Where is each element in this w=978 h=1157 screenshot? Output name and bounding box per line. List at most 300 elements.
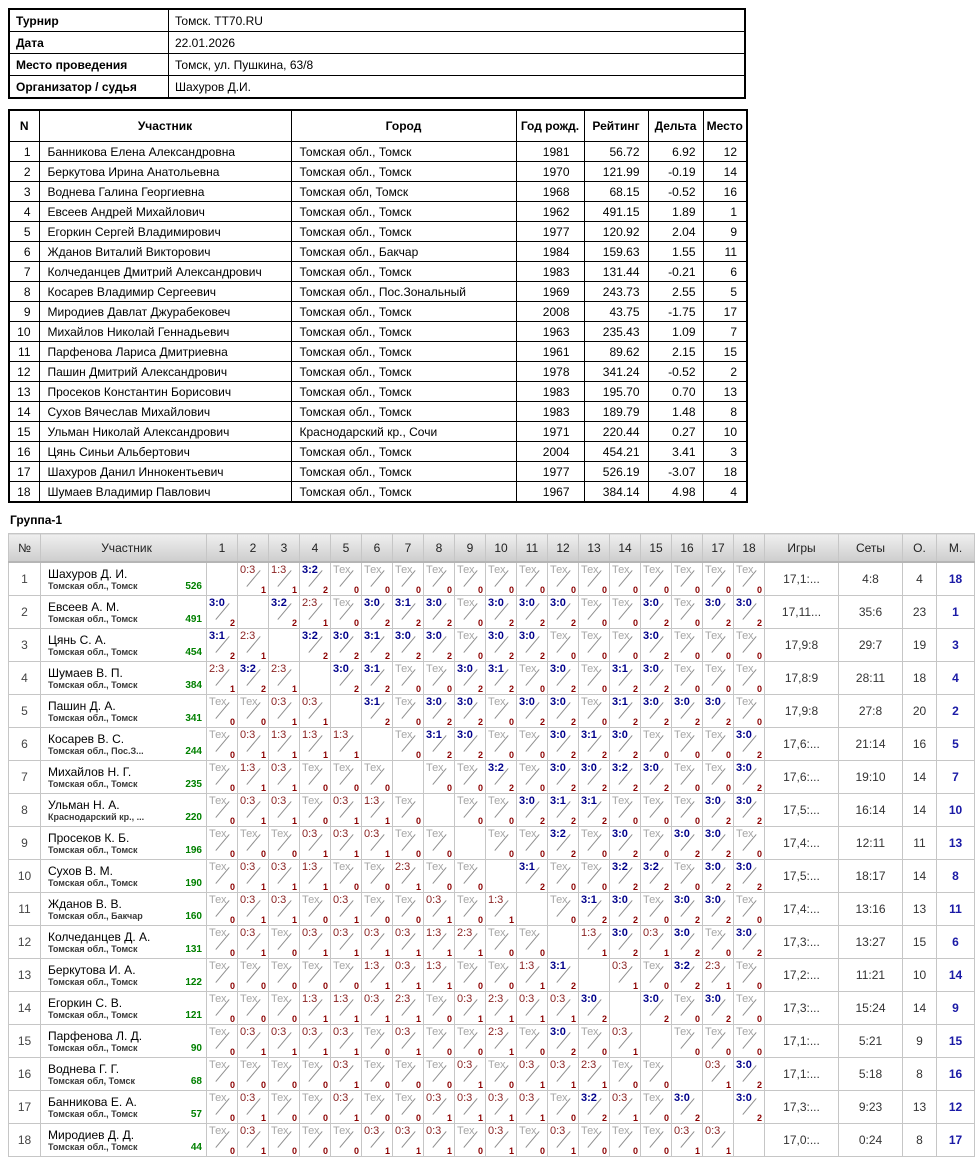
result-cell: [641, 992, 672, 1025]
group-col-header-points: О.: [903, 534, 937, 563]
group-player-cell: [41, 596, 207, 629]
info-label: Турнир: [9, 9, 169, 32]
place-cell: 14: [703, 162, 747, 182]
match-points: 0: [632, 651, 638, 661]
group-player-subline: [48, 680, 202, 691]
match-score: Тех: [457, 597, 475, 609]
place-cell: 13: [703, 382, 747, 402]
row-number-cell: 3: [9, 182, 39, 202]
match-points: 0: [725, 684, 731, 694]
match-score: Тех: [488, 696, 506, 708]
match-points: 1: [632, 1047, 638, 1057]
sets-cell: 4:8: [839, 562, 903, 596]
match-score: Тех: [457, 630, 475, 642]
match-score: 0:3: [519, 1059, 535, 1071]
group-player-cell: [41, 893, 207, 926]
match-points: 2: [756, 750, 762, 760]
match-score: Тех: [209, 1059, 227, 1071]
group-player-subline: [48, 779, 202, 790]
group-row-number: 2: [9, 596, 41, 629]
match-score: Тех: [643, 729, 661, 741]
group-player-name: Пашин Д. А.: [48, 698, 116, 713]
match-points: 2: [384, 618, 390, 628]
match-points: 0: [663, 1146, 669, 1156]
result-cell: [703, 728, 734, 761]
result-cell: [486, 662, 517, 695]
participant-name-cell: Просеков Константин Борисович: [39, 382, 291, 402]
participants-col-header: Дельта: [648, 110, 703, 142]
result-cell: [610, 728, 641, 761]
group-row: [9, 695, 975, 728]
result-cell: [300, 992, 331, 1025]
match-score: 3:0: [333, 663, 349, 675]
place-cell: 8: [703, 402, 747, 422]
result-cell: [610, 1025, 641, 1058]
birth-year-cell: 2008: [516, 302, 584, 322]
match-score: 0:3: [333, 1026, 349, 1038]
match-score: Тех: [271, 927, 289, 939]
result-cell: [703, 662, 734, 695]
match-score: 3:0: [550, 729, 566, 741]
match-score: Тех: [426, 564, 444, 576]
match-score: 3:0: [736, 861, 752, 873]
match-score: Тех: [674, 564, 692, 576]
participant-row: [9, 322, 747, 342]
match-points: 0: [663, 981, 669, 991]
result-cell: [486, 629, 517, 662]
match-points: 0: [291, 1113, 297, 1123]
group-row: [9, 926, 975, 959]
match-points: 1: [415, 948, 421, 958]
match-score: 1:3: [364, 960, 380, 972]
result-cell: [517, 629, 548, 662]
result-cell: [362, 992, 393, 1025]
match-score: 3:0: [488, 630, 504, 642]
match-score: 3:1: [612, 663, 628, 675]
result-cell: [486, 794, 517, 827]
group-player-name: Цянь С. А.: [48, 632, 107, 647]
group-row: [9, 662, 975, 695]
match-points: 2: [632, 717, 638, 727]
group-col-header-opponent: 2: [238, 534, 269, 563]
match-score: 3:2: [581, 1092, 597, 1104]
match-score: 0:3: [240, 927, 256, 939]
match-score: 0:3: [705, 1059, 721, 1071]
match-points: 0: [229, 915, 235, 925]
group-row: [9, 1025, 975, 1058]
match-points: 0: [601, 1047, 607, 1057]
info-row: [9, 76, 745, 99]
result-cell: [207, 761, 238, 794]
delta-cell: -0.21: [648, 262, 703, 282]
group-row-number: 17: [9, 1091, 41, 1124]
match-score: 3:0: [674, 894, 690, 906]
match-score: 0:3: [240, 1092, 256, 1104]
match-score: 3:0: [488, 597, 504, 609]
result-cell: [424, 662, 455, 695]
match-points: 0: [756, 915, 762, 925]
result-cell: [641, 860, 672, 893]
row-number-cell: 18: [9, 482, 39, 503]
match-points: 2: [322, 585, 328, 595]
group-player-name: Колчеданцев Д. А.: [48, 929, 151, 944]
match-score: Тех: [581, 564, 599, 576]
group-player-name: Сухов В. М.: [48, 863, 113, 878]
group-col-header-sets: Сеты: [839, 534, 903, 563]
group-row-number: 18: [9, 1124, 41, 1157]
match-score: Тех: [209, 828, 227, 840]
match-score: 3:0: [736, 1092, 752, 1104]
group-col-header-opponent: 9: [455, 534, 486, 563]
result-cell: [641, 761, 672, 794]
match-points: 1: [260, 585, 266, 595]
result-cell: [672, 959, 703, 992]
result-cell: [455, 761, 486, 794]
result-cell: [579, 860, 610, 893]
result-cell: [641, 596, 672, 629]
self-cell: [269, 629, 300, 662]
match-score: Тех: [705, 663, 723, 675]
result-cell: [455, 893, 486, 926]
match-score: Тех: [643, 795, 661, 807]
result-cell: [269, 562, 300, 596]
group-col-header-opponent: 7: [393, 534, 424, 563]
rating-cell: 43.75: [584, 302, 648, 322]
group-player-cell: [41, 695, 207, 728]
match-points: 0: [539, 684, 545, 694]
match-score: Тех: [240, 960, 258, 972]
match-score: 0:3: [612, 1092, 628, 1104]
result-cell: [424, 562, 455, 596]
match-score: 3:0: [643, 630, 659, 642]
match-score: 0:3: [395, 960, 411, 972]
participant-row: [9, 422, 747, 442]
result-cell: [517, 1124, 548, 1157]
match-score: Тех: [643, 564, 661, 576]
result-cell: [300, 959, 331, 992]
match-score: 3:0: [705, 894, 721, 906]
match-score: Тех: [333, 762, 351, 774]
sets-cell: 13:27: [839, 926, 903, 959]
match-score: 3:2: [612, 861, 628, 873]
result-cell: [238, 1124, 269, 1157]
match-points: 0: [632, 1080, 638, 1090]
place-cell: 18: [703, 462, 747, 482]
participant-name-cell: Косарев Владимир Сергеевич: [39, 282, 291, 302]
row-number-cell: 13: [9, 382, 39, 402]
match-points: 2: [725, 915, 731, 925]
result-cell: [486, 926, 517, 959]
rating-cell: 121.99: [584, 162, 648, 182]
group-col-header-opponent: 10: [486, 534, 517, 563]
match-score: Тех: [364, 861, 382, 873]
result-cell: [393, 728, 424, 761]
match-score: Тех: [395, 894, 413, 906]
match-score: Тех: [674, 663, 692, 675]
result-cell: [486, 562, 517, 596]
group-row: [9, 992, 975, 1025]
match-score: Тех: [674, 729, 692, 741]
result-cell: [579, 827, 610, 860]
group-col-header-opponent: 13: [579, 534, 610, 563]
match-score: 0:3: [705, 1125, 721, 1137]
match-score: 0:3: [333, 1092, 349, 1104]
result-cell: [393, 562, 424, 596]
result-cell: [610, 893, 641, 926]
games-cell: 17,9:8: [765, 629, 839, 662]
match-score: 3:0: [736, 729, 752, 741]
birth-year-cell: 1983: [516, 262, 584, 282]
match-points: 0: [601, 882, 607, 892]
result-cell: [641, 629, 672, 662]
group-row-number: 11: [9, 893, 41, 926]
match-points: 2: [477, 684, 483, 694]
result-cell: [393, 1025, 424, 1058]
result-cell: [455, 629, 486, 662]
match-score: 0:3: [240, 894, 256, 906]
match-points: 2: [694, 1113, 700, 1123]
match-score: Тех: [581, 1026, 599, 1038]
group-player-subline: [48, 713, 202, 724]
match-points: 0: [508, 948, 514, 958]
result-cell: [300, 1091, 331, 1124]
match-score: 0:3: [333, 828, 349, 840]
result-cell: [641, 695, 672, 728]
result-cell: [548, 1124, 579, 1157]
match-points: 0: [694, 783, 700, 793]
games-cell: 17,5:...: [765, 794, 839, 827]
result-cell: [517, 926, 548, 959]
group-player-region: Томская обл., Томск: [48, 1042, 138, 1053]
row-number-cell: 1: [9, 142, 39, 162]
match-score: 3:0: [550, 1026, 566, 1038]
place-cell: 17: [937, 1124, 975, 1157]
match-score: 0:3: [364, 993, 380, 1005]
match-points: 0: [601, 1146, 607, 1156]
rating-cell: 120.92: [584, 222, 648, 242]
result-cell: [300, 926, 331, 959]
match-points: 0: [601, 618, 607, 628]
match-points: 1: [663, 948, 669, 958]
result-cell: [269, 926, 300, 959]
result-cell: [455, 695, 486, 728]
group-player-name: Парфенова Л. Д.: [48, 1028, 143, 1043]
match-points: 0: [570, 915, 576, 925]
place-cell: 13: [937, 827, 975, 860]
match-score: Тех: [209, 861, 227, 873]
match-points: 0: [663, 915, 669, 925]
match-points: 0: [322, 981, 328, 991]
match-points: 0: [694, 651, 700, 661]
place-cell: 3: [937, 629, 975, 662]
match-score: 3:1: [519, 861, 535, 873]
birth-year-cell: 1971: [516, 422, 584, 442]
match-score: Тех: [302, 795, 320, 807]
match-points: 2: [725, 849, 731, 859]
result-cell: [331, 761, 362, 794]
result-cell: [362, 860, 393, 893]
match-points: 0: [415, 750, 421, 760]
result-cell: [703, 992, 734, 1025]
group-player-region: Томская обл., Томск: [48, 877, 138, 888]
match-points: 0: [260, 1080, 266, 1090]
city-cell: Краснодарский кр., Сочи: [291, 422, 516, 442]
group-player-name: Воднева Г. Г.: [48, 1061, 120, 1076]
result-cell: [238, 629, 269, 662]
match-points: 2: [725, 816, 731, 826]
group-player-region: Томская обл., Томск: [48, 580, 138, 591]
match-score: Тех: [705, 927, 723, 939]
match-points: 0: [477, 618, 483, 628]
result-cell: [579, 662, 610, 695]
result-cell: [517, 794, 548, 827]
row-number-cell: 9: [9, 302, 39, 322]
group-player-region: Томская обл., Томск: [48, 943, 138, 954]
row-number-cell: 12: [9, 362, 39, 382]
result-cell: [424, 1058, 455, 1091]
group-player-region: Томская обл., Томск: [48, 1108, 138, 1119]
group-player-rating: 235: [185, 778, 202, 790]
result-cell: [331, 728, 362, 761]
delta-cell: 1.48: [648, 402, 703, 422]
match-score: 3:1: [581, 795, 597, 807]
games-cell: 17,3:...: [765, 1091, 839, 1124]
match-points: 2: [477, 717, 483, 727]
match-points: 1: [322, 717, 328, 727]
group-player-subline: [48, 977, 202, 988]
result-cell: [269, 893, 300, 926]
match-points: 1: [694, 1146, 700, 1156]
match-score: Тех: [302, 1092, 320, 1104]
result-cell: [455, 860, 486, 893]
match-points: 0: [601, 849, 607, 859]
match-score: 0:3: [333, 795, 349, 807]
match-points: 0: [725, 783, 731, 793]
result-cell: [269, 1091, 300, 1124]
result-cell: [455, 728, 486, 761]
result-cell: [517, 728, 548, 761]
match-points: 0: [322, 1080, 328, 1090]
self-cell: [331, 695, 362, 728]
match-score: Тех: [674, 993, 692, 1005]
result-cell: [424, 1091, 455, 1124]
result-cell: [734, 794, 765, 827]
match-score: Тех: [457, 564, 475, 576]
match-points: 2: [570, 717, 576, 727]
match-points: 0: [229, 849, 235, 859]
result-cell: [734, 629, 765, 662]
games-cell: 17,11...: [765, 596, 839, 629]
match-points: 1: [415, 981, 421, 991]
match-score: 3:1: [426, 729, 442, 741]
match-score: Тех: [736, 993, 754, 1005]
city-cell: Томская обл., Бакчар: [291, 242, 516, 262]
match-points: 1: [322, 882, 328, 892]
result-cell: [610, 1058, 641, 1091]
result-cell: [517, 1091, 548, 1124]
group-col-header-opponent: 14: [610, 534, 641, 563]
result-cell: [486, 695, 517, 728]
city-cell: Томская обл., Томск: [291, 442, 516, 462]
match-points: 2: [539, 717, 545, 727]
match-points: 2: [229, 651, 235, 661]
match-points: 1: [353, 948, 359, 958]
match-points: 2: [756, 816, 762, 826]
result-cell: [734, 926, 765, 959]
group-player-subline: [48, 878, 202, 889]
match-points: 0: [601, 717, 607, 727]
group-row: [9, 562, 975, 596]
match-points: 0: [384, 915, 390, 925]
match-points: 0: [663, 1080, 669, 1090]
result-cell: [424, 893, 455, 926]
match-points: 1: [260, 651, 266, 661]
points-cell: 10: [903, 959, 937, 992]
match-score: Тех: [302, 1125, 320, 1137]
group-player-rating: 121: [185, 1009, 202, 1021]
self-cell: [455, 827, 486, 860]
group-row: [9, 794, 975, 827]
match-score: Тех: [457, 861, 475, 873]
birth-year-cell: 1970: [516, 162, 584, 182]
match-points: 0: [694, 618, 700, 628]
match-score: 3:0: [736, 597, 752, 609]
match-score: 3:0: [705, 861, 721, 873]
match-points: 0: [477, 882, 483, 892]
group-col-header-opponent: 4: [300, 534, 331, 563]
participants-col-header: Место: [703, 110, 747, 142]
group-player-subline: [48, 845, 202, 856]
match-score: 1:3: [519, 960, 535, 972]
match-points: 2: [663, 717, 669, 727]
result-cell: [238, 1058, 269, 1091]
delta-cell: -0.52: [648, 182, 703, 202]
sets-cell: 28:11: [839, 662, 903, 695]
match-score: 3:0: [612, 828, 628, 840]
match-points: 0: [229, 1080, 235, 1090]
match-points: 1: [384, 1014, 390, 1024]
match-score: Тех: [302, 1059, 320, 1071]
result-cell: [331, 893, 362, 926]
result-cell: [393, 992, 424, 1025]
result-cell: [610, 1091, 641, 1124]
result-cell: [424, 926, 455, 959]
result-cell: [207, 596, 238, 629]
result-cell: [734, 761, 765, 794]
match-points: 0: [477, 816, 483, 826]
match-points: 0: [539, 1047, 545, 1057]
match-score: Тех: [302, 894, 320, 906]
result-cell: [703, 1058, 734, 1091]
result-cell: [641, 1091, 672, 1124]
match-score: 3:0: [457, 729, 473, 741]
match-score: Тех: [581, 861, 599, 873]
delta-cell: 4.98: [648, 482, 703, 503]
match-points: 2: [384, 717, 390, 727]
sets-cell: 5:18: [839, 1058, 903, 1091]
match-score: 2:3: [457, 927, 473, 939]
result-cell: [269, 1124, 300, 1157]
result-cell: [207, 1025, 238, 1058]
result-cell: [362, 1091, 393, 1124]
match-points: 0: [601, 684, 607, 694]
birth-year-cell: 1981: [516, 142, 584, 162]
group-player-subline: [48, 1076, 202, 1087]
match-points: 0: [663, 750, 669, 760]
match-points: 1: [446, 1113, 452, 1123]
match-score: Тех: [240, 828, 258, 840]
group-player-cell: [41, 827, 207, 860]
